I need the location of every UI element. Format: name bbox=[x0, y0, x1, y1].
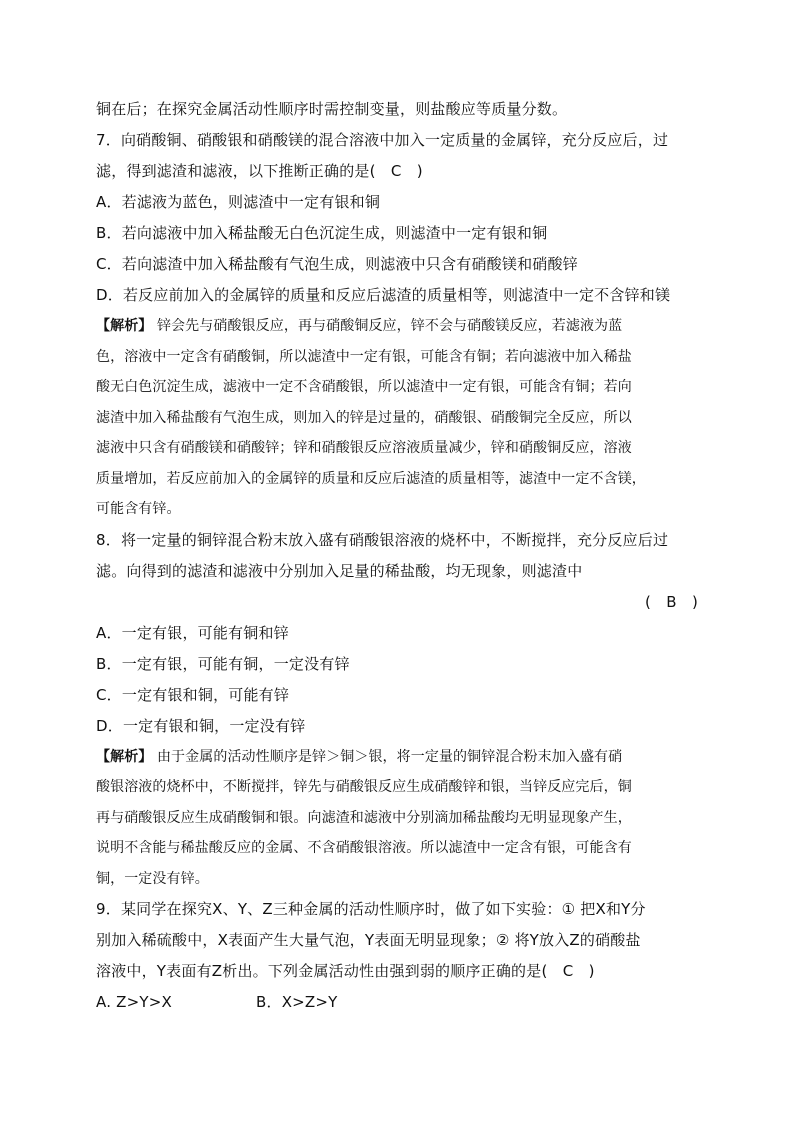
question-8-stem-line-1: 8．将一定量的铜锌混合粉末放入盛有硝酸银溶液的烧杯中，不断搅拌，充分反应后过 bbox=[96, 530, 669, 549]
question-7-option-c: C．若向滤渣中加入稀盐酸有气泡生成，则滤液中只含有硝酸镁和硝酸锌 bbox=[96, 255, 578, 273]
question-7-stem-line-2: 滤，得到滤渣和滤液，以下推断正确的是( C ) bbox=[96, 162, 423, 180]
analysis-label: 【解析】 bbox=[96, 748, 153, 765]
analysis-line: 铜，一定没有锌。 bbox=[96, 870, 209, 887]
question-7-option-a: A．若滤液为蓝色，则滤渣中一定有银和铜 bbox=[96, 193, 381, 211]
analysis-line: 可能含有锌。 bbox=[96, 501, 181, 517]
question-8-option-d: D．一定有银和铜，一定没有锌 bbox=[96, 716, 306, 735]
analysis-line: 质量增加，若反应前加入的金属锌的质量和反应后滤渣的质量相等，滤渣中一定不含镁， bbox=[96, 470, 646, 487]
analysis-text: 锌会先与硝酸银反应，再与硝酸铜反应，锌不会与硝酸镁反应，若滤液为蓝 bbox=[152, 318, 623, 334]
question-9-option-b: B．X>Z>Y bbox=[256, 993, 338, 1011]
analysis-line: 说明不含能与稀盐酸反应的金属、不含硝酸银溶液。所以滤渣中一定含有银，可能含有 bbox=[96, 840, 632, 856]
question-8-stem-line-2: 滤。向得到的滤渣和滤液中分别加入足量的稀盐酸，均无现象，则滤渣中 bbox=[96, 561, 583, 580]
document-page bbox=[96, 94, 700, 1018]
analysis-line bbox=[96, 742, 700, 773]
analysis-line: 酸银溶液的烧杯中，不断搅拌，锌先与硝酸银反应生成硝酸锌和银，当锌反应完后，铜 bbox=[96, 779, 632, 795]
analysis-text: 由于金属的活动性顺序是锌＞铜＞银，将一定量的铜锌混合粉末加入盛有硝 bbox=[152, 748, 623, 765]
analysis-line: 再与硝酸银反应生成硝酸铜和银。向滤渣和滤液中分别滴加稀盐酸均无明显现象产生， bbox=[96, 809, 632, 826]
question-7-option-d: D．若反应前加入的金属锌的质量和反应后滤渣的质量相等，则滤渣中一定不含锌和镁 bbox=[96, 286, 671, 304]
question-7-option-b: B．若向滤液中加入稀盐酸无白色沉淀生成，则滤渣中一定有银和铜 bbox=[96, 224, 548, 242]
question-7-stem-line-1: 7．向硝酸铜、硝酸银和硝酸镁的混合溶液中加入一定质量的金属锌，充分反应后，过 bbox=[96, 131, 669, 149]
question-9 bbox=[96, 894, 700, 1018]
analysis-line bbox=[96, 311, 700, 342]
question-9-stem-line-1: 9．某同学在探究X、Y、Z三种金属的活动性顺序时，做了如下实验：① 把X和Y分 bbox=[96, 900, 646, 918]
question-9-options-row bbox=[96, 987, 700, 1018]
question-9-stem-line-2: 别加入稀硫酸中，X表面产生大量气泡，Y表面无明显现象；② 将Y放入Z的硝酸盐 bbox=[96, 931, 641, 949]
analysis-line: 滤渣中加入稀盐酸有气泡生成，则加入的锌是过量的，硝酸银、硝酸铜完全反应，所以 bbox=[96, 409, 632, 426]
analysis-line: 色，溶液中一定含有硝酸铜，所以滤渣中一定有银，可能含有铜；若向滤液中加入稀盐 bbox=[96, 348, 632, 365]
question-7-analysis bbox=[96, 311, 700, 525]
question-8-answer: ( B ) bbox=[645, 592, 698, 611]
question-8-option-c: C．一定有银和铜，可能有锌 bbox=[96, 685, 290, 704]
question-9-option-a: A. Z>Y>X bbox=[96, 993, 172, 1011]
question-8-option-a: A．一定有银，可能有铜和锌 bbox=[96, 623, 289, 642]
analysis-line: 酸无白色沉淀生成，滤液中一定不含硝酸银，所以滤渣中一定有银，可能含有铜；若向 bbox=[96, 379, 632, 395]
question-7 bbox=[96, 125, 700, 525]
intro-line: 铜在后；在探究金属活动性顺序时需控制变量，则盐酸应等质量分数。 bbox=[96, 100, 568, 118]
question-8 bbox=[96, 525, 700, 895]
question-9-stem-line-3: 溶液中，Y表面有Z析出。下列金属活动性由强到弱的顺序正确的是( C ) bbox=[96, 962, 595, 980]
analysis-line: 滤液中只含有硝酸镁和硝酸锌；锌和硝酸银反应溶液质量减少，锌和硝酸铜反应，溶液 bbox=[96, 440, 632, 456]
analysis-label: 【解析】 bbox=[96, 318, 153, 334]
question-8-analysis bbox=[96, 742, 700, 895]
question-8-option-b: B．一定有银，可能有铜，一定没有锌 bbox=[96, 654, 350, 673]
